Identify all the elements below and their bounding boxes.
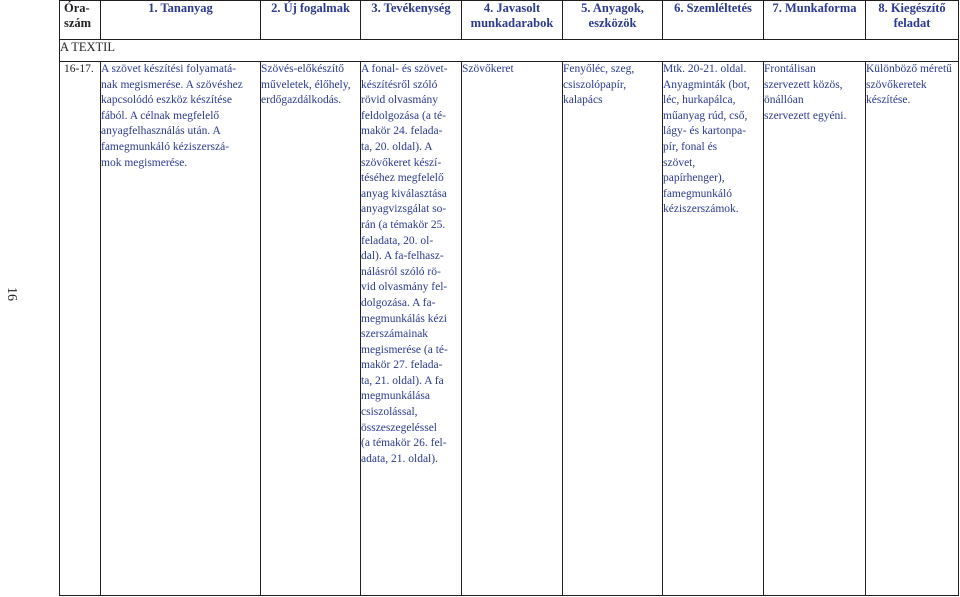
header-munkadarabok: 4. Javasolt munkadarabok (462, 1, 563, 40)
cell-szemleltetes: Mtk. 20-21. oldal. Anyagminták (bot, léc, hurkapálca, műanyag rúd, cső, lágy- és kartonpa- pír, fonal és szövet, papírhenger), famegmunkáló kéziszerszámok. (663, 62, 764, 596)
header-kiegeszito: 8. Kiegészítő feladat (866, 1, 959, 40)
section-row (60, 40, 959, 62)
header-anyagok: 5. Anyagok, eszközök (563, 1, 663, 40)
cell-hours: 16-17. (60, 62, 101, 596)
cell-fogalmak: Szövés-előkészítő műveletek, élőhely, erdőgazdálkodás. (261, 62, 361, 596)
section-title: A TEXTIL (60, 40, 959, 62)
header-fogalmak: 2. Új fogalmak (261, 1, 361, 40)
page-number: 16 (4, 287, 19, 301)
table-row (60, 62, 959, 596)
cell-kiegeszito: Különböző méretű szövőkeretek készítése. (866, 62, 959, 596)
cell-munkaforma: Frontálisan szervezett közös, önállóan szervezett egyéni. (764, 62, 866, 596)
header-row (60, 1, 959, 40)
header-hours: Óra- szám (60, 1, 101, 40)
cell-munkadarabok: Szövőkeret (462, 62, 563, 596)
cell-tananyag: A szövet készítési folyamatá- nak megismerése. A szövéshez kapcsolódó eszköz készítése fából. A célnak megfelelő anyagfelhasználás után. A famegmunkáló kéziszerszá- mok megismerése. (101, 62, 261, 596)
lesson-plan-table (59, 0, 959, 596)
cell-anyagok: Fenyőléc, szeg, csiszolópapír, kalapács (563, 62, 663, 596)
header-tevekenyseg: 3. Tevékenység (361, 1, 462, 40)
header-tananyag: 1. Tananyag (101, 1, 261, 40)
header-munkaforma: 7. Munkaforma (764, 1, 866, 40)
header-szemleltetes: 6. Szemléltetés (663, 1, 764, 40)
cell-tevekenyseg: A fonal- és szövet- készítésről szóló rövid olvasmány feldolgozása (a té- makör 24. felada- ta, 20. oldal). A szövőkeret készí- téséhez megfelelő anyag kiválasztása anyagvizsgálat so- rán (a témakör 25. feladata, 20. ol- dal). A fa-felhasz- nálásról szóló rö- vid olvasmány fel- dolgozása. A fa- megmunkálás kézi szerszámainak megismerése (a té- makör 27. felada- ta, 21. oldal). A fa megmunkálása csiszolással, összeszegeléssel (a témakör 26. fel- adata, 21. oldal). (361, 62, 462, 596)
